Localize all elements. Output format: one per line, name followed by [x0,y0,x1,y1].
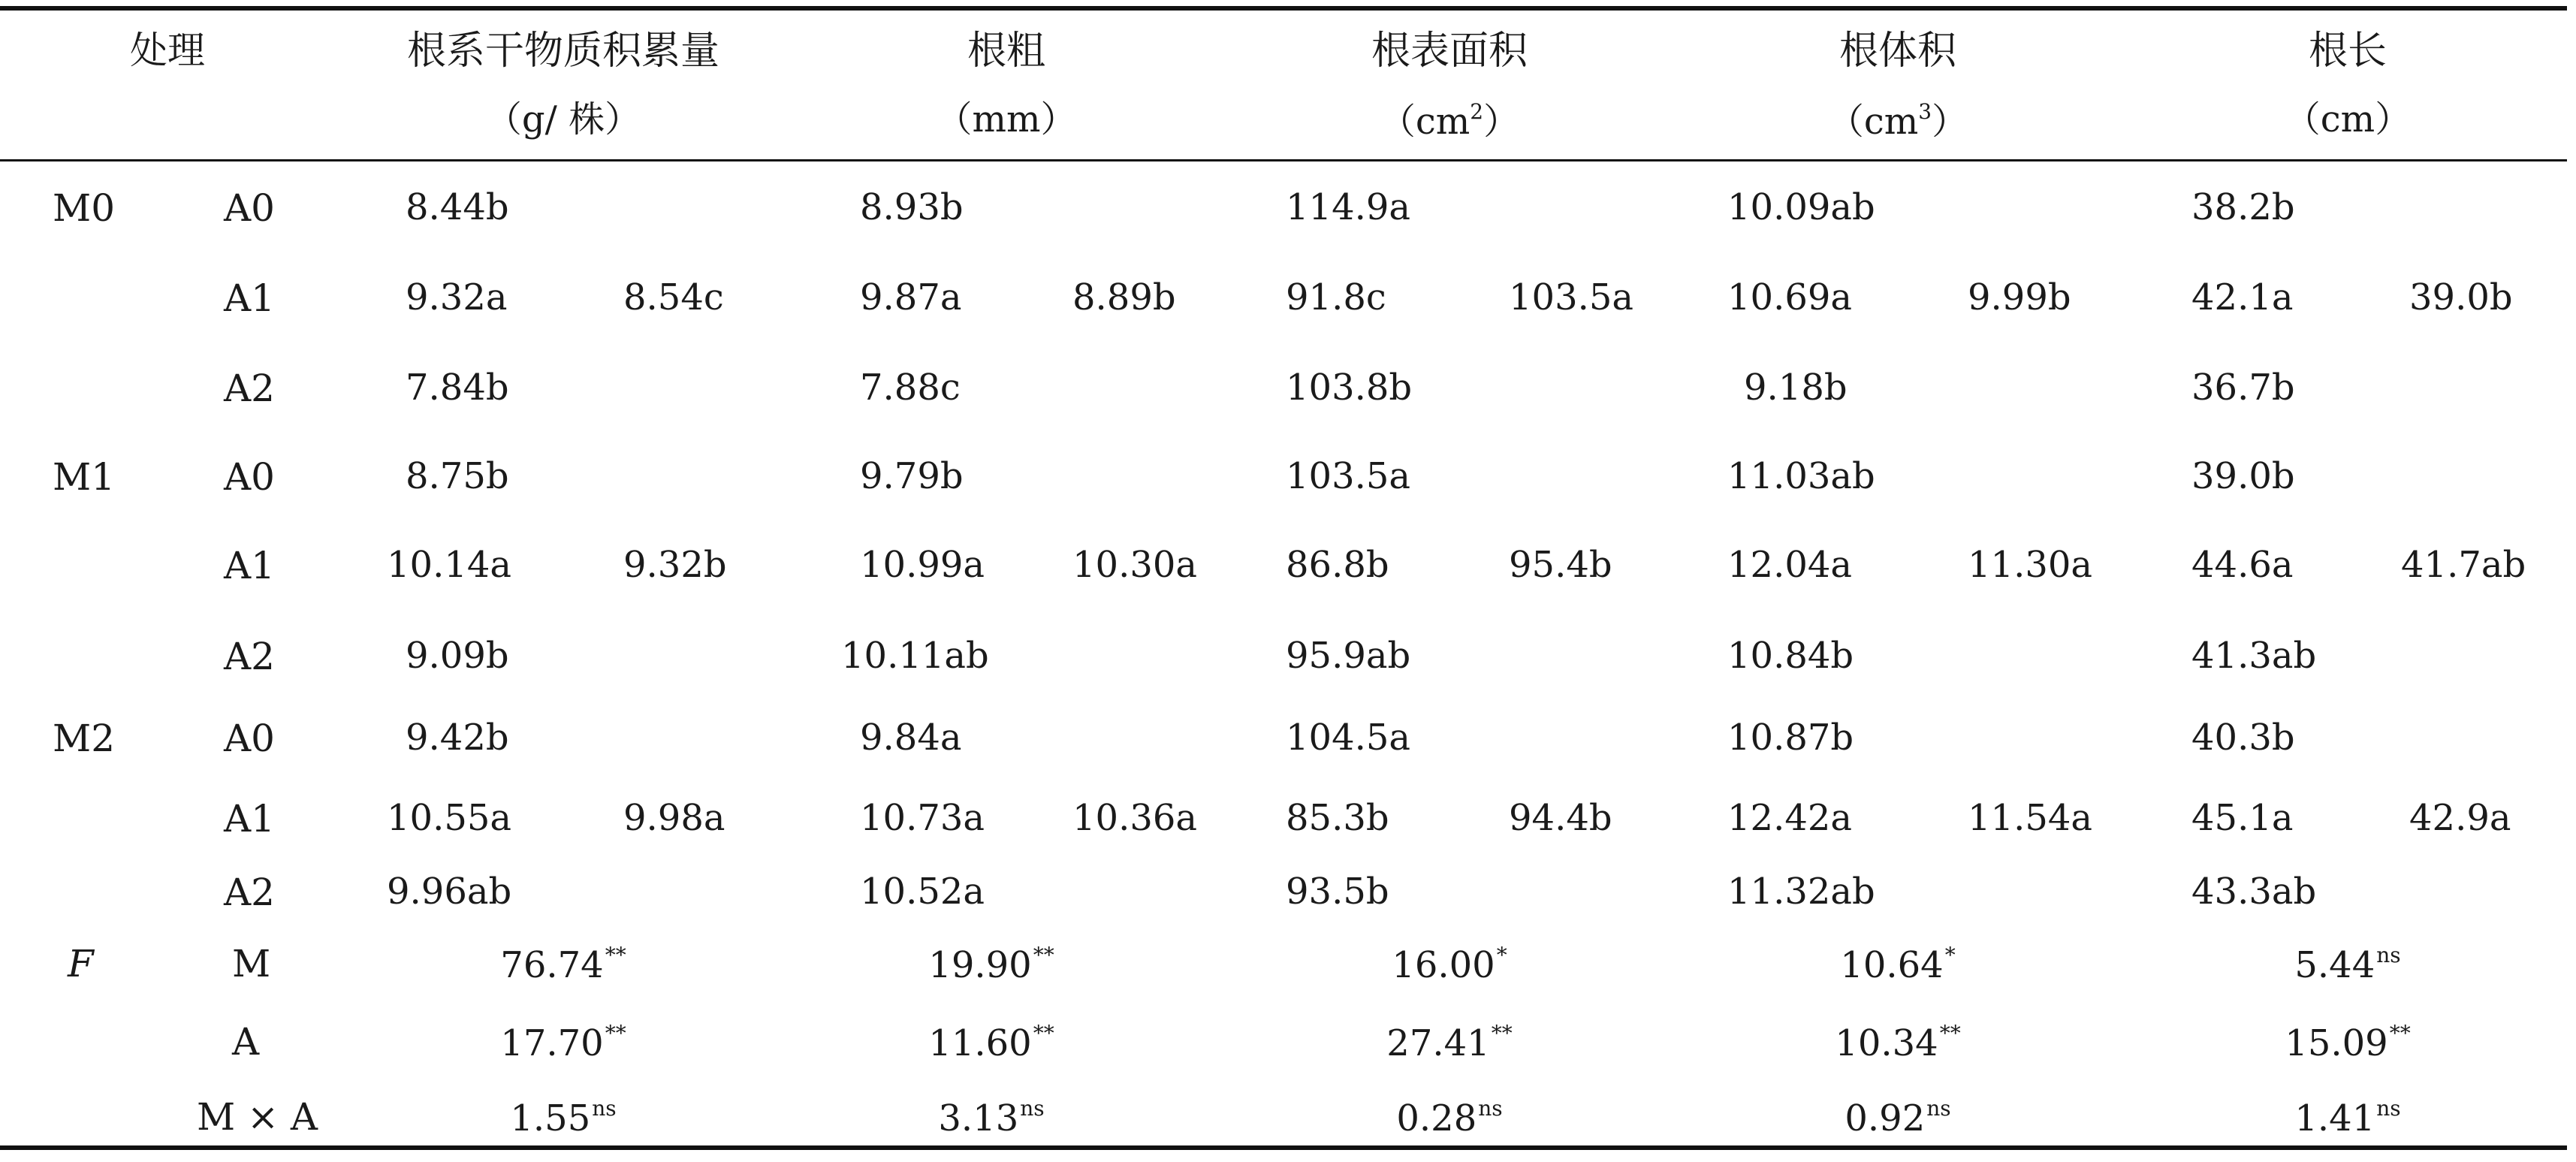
table-cell: 10.11ab [841,635,989,677]
f-test-factor: A [232,1020,260,1064]
table-cell: 9.84a [860,717,962,759]
table-cell: 10.73a [860,797,985,839]
significance-mark: ns [2376,1096,2401,1121]
row-factor-a: A2 [224,367,275,410]
f-value-cell [1386,1021,1513,1064]
column-unit-2: （mm） [936,98,1077,140]
column-header-2: 根粗 [967,29,1046,74]
f-value-cell [2285,1021,2411,1064]
table-cell: 104.5a [1286,717,1411,759]
table-top-rule [0,6,2567,11]
f-value: 1.41 [2294,1097,2375,1139]
table-cell: 103.5a [1286,455,1411,497]
mean-cell: 39.0b [2409,276,2513,318]
table-header-rule [0,159,2567,161]
f-value-cell [500,943,626,986]
f-test-factor: M × A [197,1095,318,1139]
f-value-cell [500,1021,626,1064]
table-cell: 9.79b [860,455,964,497]
f-value: 1.55 [510,1097,591,1139]
table-cell: 10.09ab [1727,186,1875,228]
f-value-cell [928,943,1054,986]
significance-mark: ns [1478,1096,1503,1121]
f-value: 3.13 [938,1097,1019,1139]
significance-mark: * [1496,943,1507,967]
table-cell: 10.84b [1727,635,1854,677]
significance-mark: * [1944,943,1956,967]
row-factor-a: A0 [224,717,275,760]
f-value: 19.90 [928,944,1032,986]
mean-cell: 42.9a [2409,797,2511,839]
mean-cell: 10.36a [1072,797,1198,839]
f-value-cell [1835,1021,1961,1064]
table-cell: 45.1a [2191,797,2294,839]
f-value: 10.34 [1835,1022,1938,1064]
table-cell: 114.9a [1286,186,1411,228]
table-cell: 43.3ab [2191,871,2317,913]
f-value: 5.44 [2294,944,2375,986]
column-unit-1: （g/ 株） [485,98,641,140]
table-cell: 9.87a [860,276,962,318]
f-value: 15.09 [2285,1022,2388,1064]
table-cell: 41.3ab [2191,635,2317,677]
mean-cell: 11.54a [1968,797,2093,839]
table-cell: 85.3b [1286,797,1389,839]
f-value-cell [1845,1096,1951,1139]
f-value: 10.64 [1840,944,1944,986]
group-label-m0: M0 [53,186,116,230]
f-value: 11.60 [928,1022,1032,1064]
column-unit-3: $(cm^2)$ [1379,99,1520,143]
significance-mark: ** [1939,1021,1961,1046]
group-label-m2: M2 [53,717,116,760]
column-header-5: 根长 [2308,29,2387,74]
table-cell: 103.8b [1286,367,1413,409]
mean-cell: 11.30a [1968,544,2093,586]
mean-cell: 8.54c [623,276,724,318]
f-value-cell [1840,943,1956,986]
table-cell: 10.87b [1727,717,1854,759]
f-value: 0.92 [1845,1097,1926,1139]
mean-cell: 9.99b [1968,276,2071,318]
table-cell: 10.69a [1727,276,1853,318]
table-cell: 91.8c [1286,276,1386,318]
table-cell: 95.9ab [1286,635,1411,677]
significance-mark: ns [2376,943,2401,967]
f-value-cell [2294,1096,2401,1139]
treatment-header: 处理 [130,29,205,72]
column-header-4: 根体积 [1838,29,1957,74]
f-value-cell [938,1096,1045,1139]
significance-mark: ** [605,943,626,967]
significance-mark: ns [1926,1096,1951,1121]
column-header-1: 根系干物质积累量 [406,29,720,74]
f-value-cell [1396,1096,1503,1139]
row-factor-a: A2 [224,871,275,914]
table-cell: 12.42a [1727,797,1853,839]
f-value: 16.00 [1392,944,1495,986]
table-cell: 9.32a [406,276,508,318]
mean-cell: 41.7ab [2401,544,2526,586]
f-value: 0.28 [1396,1097,1477,1139]
table-cell: 10.55a [387,797,512,839]
table-cell: 38.2b [2191,186,2295,228]
mean-cell: 8.89b [1072,276,1176,318]
f-value-cell [928,1021,1054,1064]
table-cell: 8.75b [406,455,509,497]
row-factor-a: A0 [224,455,275,499]
mean-cell: 95.4b [1509,544,1612,586]
table-cell: 9.96ab [387,871,512,913]
significance-mark: ** [605,1021,626,1046]
group-label-m1: M1 [53,455,116,499]
row-factor-a: A1 [224,544,275,587]
significance-mark: ns [1020,1096,1045,1121]
table-cell: 86.8b [1286,544,1389,586]
table-cell: 7.84b [406,367,509,409]
row-factor-a: A0 [224,186,275,230]
mean-cell: 9.98a [623,797,725,839]
table-cell: 9.42b [406,717,509,759]
table-cell: 8.93b [860,186,964,228]
f-value: 17.70 [500,1022,604,1064]
row-factor-a: A1 [224,276,275,320]
table-cell: 10.52a [860,871,985,913]
f-test-label: F [68,942,94,985]
significance-mark: ** [1033,1021,1054,1046]
table-cell: 9.18b [1744,367,1848,409]
column-header-3: 根表面积 [1371,29,1528,74]
table-bottom-rule [0,1145,2567,1150]
table-cell: 39.0b [2191,455,2295,497]
table-cell: 10.99a [860,544,985,586]
row-factor-a: A1 [224,797,275,841]
f-value: 76.74 [500,944,604,986]
f-test-factor: M [232,942,271,985]
mean-cell: 10.30a [1072,544,1198,586]
table-cell: 11.32ab [1727,871,1875,913]
table-cell: 7.88c [860,367,961,409]
significance-mark: ** [1491,1021,1513,1046]
table-cell: 93.5b [1286,871,1389,913]
significance-mark: ** [1033,943,1054,967]
table-cell: 10.14a [387,544,512,586]
f-value-cell [1392,943,1507,986]
column-unit-5: （cm） [2284,98,2412,140]
table-cell: 36.7b [2191,367,2295,409]
table-cell: 40.3b [2191,717,2295,759]
table-cell: 44.6a [2191,544,2294,586]
significance-mark: ** [2389,1021,2411,1046]
table-cell: 42.1a [2191,276,2294,318]
f-value-cell [2294,943,2401,986]
mean-cell: 9.32b [623,544,727,586]
table-cell: 11.03ab [1727,455,1875,497]
table-cell: 9.09b [406,635,509,677]
mean-cell: 103.5a [1509,276,1634,318]
f-value-cell [510,1096,617,1139]
mean-cell: 94.4b [1509,797,1612,839]
f-value: 27.41 [1386,1022,1490,1064]
column-unit-4: $(cm^3)$ [1827,99,1968,143]
table-cell: 12.04a [1727,544,1853,586]
table-cell: 8.44b [406,186,509,228]
row-factor-a: A2 [224,635,275,678]
significance-mark: ns [592,1096,617,1121]
